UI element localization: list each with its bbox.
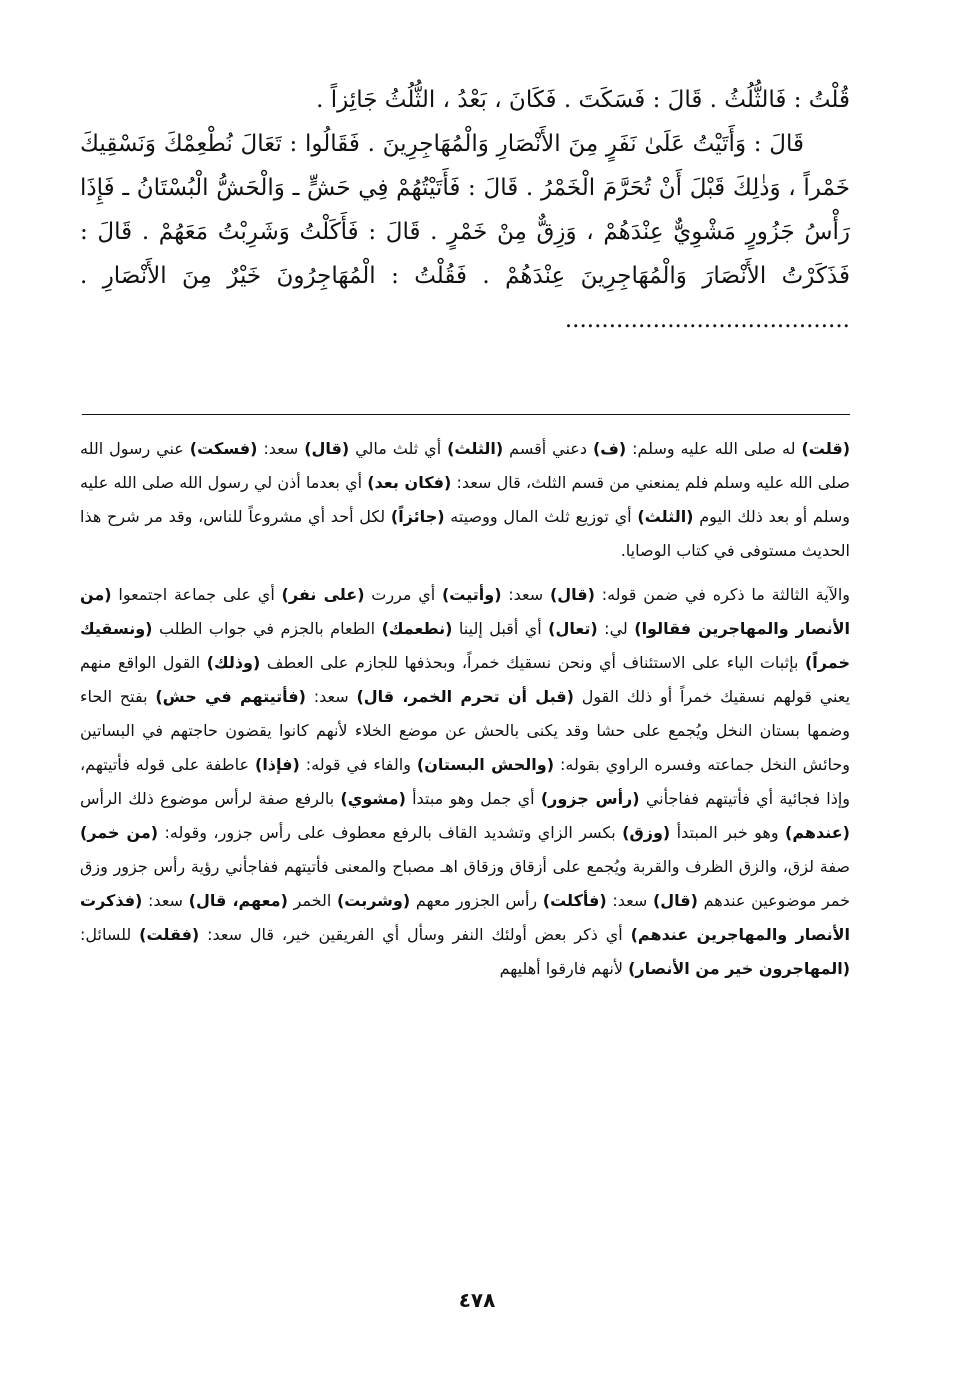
- quoted-phrase: (معهم، قال): [188, 891, 288, 910]
- quoted-phrase: (فأكلت): [542, 891, 607, 910]
- commentary-text: أي على جماعة اجتمعوا: [111, 585, 282, 604]
- commentary-text: دعني أقسم: [503, 439, 593, 458]
- quoted-phrase: (قال): [304, 439, 350, 458]
- commentary-text: سعد:: [142, 891, 189, 910]
- hadith-line-1: قُلْتُ : فَالثُّلُثُ . قَالَ : فَسَكَتَ . فَكَانَ ، بَعْدُ ، الثُّلُثُ جَائِزاً .: [316, 87, 850, 113]
- commentary-text: بالرفع صفة لرأس موضوع ذلك الرأس: [80, 789, 341, 808]
- commentary-text: أي توزيع ثلث المال ووصيته: [444, 507, 638, 526]
- commentary-text: سعد:: [606, 891, 653, 910]
- quoted-phrase: (والحش البستان): [416, 755, 555, 774]
- commentary-text: بكسر الزاي وتشديد القاف بالرفع معطوف على رأس جزور، وقوله:: [158, 823, 623, 842]
- quoted-phrase: (مشوي): [340, 789, 406, 808]
- commentary-text: أي أقبل إلينا: [452, 619, 549, 638]
- quoted-phrase: (وزق): [622, 823, 671, 842]
- commentary-paragraph-2: [80, 578, 850, 986]
- quoted-phrase: (رأس جزور): [540, 789, 640, 808]
- quoted-phrase: (فقلت): [139, 925, 200, 944]
- commentary-text: له صلى الله عليه وسلم:: [626, 439, 802, 458]
- commentary-text: الطعام بالجزم في جواب الطلب: [152, 619, 382, 638]
- quoted-phrase: (قال): [549, 585, 595, 604]
- commentary-text: لأنهم فارقوا أهليهم: [499, 959, 629, 978]
- commentary-text: سعد:: [501, 585, 550, 604]
- hadith-text: [80, 78, 850, 342]
- commentary-text: سعد:: [305, 687, 357, 706]
- quoted-phrase: (الثلث): [447, 439, 504, 458]
- quoted-phrase: (وأتيت): [441, 585, 502, 604]
- quoted-phrase: (وذلك): [206, 653, 261, 672]
- footnote-divider: [82, 414, 850, 415]
- quoted-phrase: (فسكت): [189, 439, 258, 458]
- ellipsis-dots: .......................................: [564, 307, 850, 333]
- hadith-paragraph: [80, 122, 850, 342]
- commentary-text: لي:: [597, 619, 635, 638]
- quoted-phrase: (فذكرت الأنصار والمهاجرين عندهم): [80, 891, 850, 944]
- quoted-phrase: (وشربت): [336, 891, 411, 910]
- commentary-text: والفاء في قوله:: [299, 755, 417, 774]
- commentary: [80, 432, 850, 986]
- commentary-text: بفتح الحاء وضمها بستان النخل ويُجمع على حشا وقد يكنى بالحش عن موضع الخلاء لأنهم كانوا يقضون حاجتهم في البساتين وحائش النخل جماعته وفسره الراوي بقوله:: [80, 687, 851, 774]
- commentary-text: بإثبات الياء على الاستئناف أي ونحن نسقيك خمراً، وبحذفها للجازم على العطف: [260, 653, 805, 672]
- commentary-text: لكل أحد أي مشروعاً للناس، وقد مر شرح هذا الحديث مستوفى في كتاب الوصايا.: [80, 507, 850, 560]
- commentary-text: رأس الجزور معهم: [410, 891, 543, 910]
- quoted-phrase: (فأتيتهم في حش): [155, 687, 306, 706]
- commentary-text: أي جمل وهو مبتدأ: [405, 789, 541, 808]
- commentary-text: أي ثلث مالي: [349, 439, 448, 458]
- commentary-text: سعد:: [257, 439, 305, 458]
- quoted-phrase: (فكان بعد): [367, 473, 452, 492]
- quoted-phrase: (ف): [592, 439, 627, 458]
- commentary-text: والآية الثالثة ما ذكره في ضمن قوله:: [594, 585, 851, 604]
- commentary-text: وهو خبر المبتدأ: [670, 823, 786, 842]
- quoted-phrase: (من خمر): [80, 823, 159, 842]
- quoted-phrase: (قلت): [801, 439, 851, 458]
- quoted-phrase: (ونسقيك خمراً): [80, 619, 850, 672]
- quoted-phrase: (على نفر): [281, 585, 365, 604]
- hadith-paragraph-text: قَالَ : وَأَتَيْتُ عَلَىٰ نَفَرٍ مِنَ الأَنْصَارِ وَالْمُهَاجِرِينَ . فَقَالُوا : تَعَالَ نُطْعِمْكَ وَنَسْقِيكَ خَمْراً ، وَذٰلِكَ قَبْلَ أَنْ تُحَرَّمَ الْخَمْرُ . قَالَ : فَأَتَيْتُهُمْ فِي حَشٍّ ـ وَالْحَشُّ الْبُسْتَانُ ـ فَإِذَا رَأْسُ جَزُورٍ مَشْوِيٌّ عِنْدَهُمْ ، وَزِقٌّ مِنْ خَمْرٍ . قَالَ : فَأَكَلْتُ وَشَرِبْتُ مَعَهُمْ . قَالَ : فَذَكَرْتُ الأَنْصَارَ وَالْمُهَاجِرِينَ عِنْدَهُمْ . فَقُلْتُ : الْمُهَاجِرُونَ خَيْرٌ مِنَ الأَنْصَارِ .: [80, 131, 850, 289]
- quoted-phrase: (جائزاً): [390, 507, 445, 526]
- quoted-phrase: (نطعمك): [381, 619, 453, 638]
- commentary-text: عاطفة على قوله فأتيتهم، وإذا فجائية أي فأتيتهم ففاجأني: [80, 755, 851, 808]
- quoted-phrase: (الثلث): [637, 507, 694, 526]
- commentary-text: الخمر: [287, 891, 337, 910]
- commentary-text: القول الواقع منهم يعني قولهم نسقيك خمراً أو ذلك القول: [80, 653, 851, 706]
- commentary-text: أي بعدما أذن لي رسول الله صلى الله عليه وسلم أو بعد ذلك اليوم: [80, 473, 850, 526]
- quoted-phrase: (المهاجرون خير من الأنصار): [628, 959, 850, 978]
- commentary-text: أي ذكر بعض أولئك النفر وسأل أي الفريقين خير، قال سعد:: [199, 925, 631, 944]
- quoted-phrase: (فإذا): [255, 755, 300, 774]
- quoted-phrase: (تعال): [548, 619, 598, 638]
- page-number: ٤٧٨: [458, 1288, 496, 1312]
- quoted-phrase: (قبل أن تحرم الخمر، قال): [356, 687, 574, 706]
- commentary-text: عني رسول الله صلى الله عليه وسلم فلم يمنعني من قسم الثلث، قال سعد:: [80, 439, 851, 492]
- quoted-phrase: (من الأنصار والمهاجرين فقالوا): [80, 585, 850, 638]
- quoted-phrase: (عندهم): [785, 823, 850, 842]
- commentary-text: أي مررت: [364, 585, 442, 604]
- commentary-text: للسائل:: [80, 925, 140, 944]
- commentary-paragraph-1: [80, 432, 850, 568]
- quoted-phrase: (قال): [652, 891, 698, 910]
- commentary-text: صفة لزق، والزق الظرف والقربة ويُجمع على أزقاق وزقاق اهـ مصباح والمعنى فأتيتهم ففاجأني رؤية رأس جزور وزق خمر موضوعين عندهم: [80, 857, 851, 910]
